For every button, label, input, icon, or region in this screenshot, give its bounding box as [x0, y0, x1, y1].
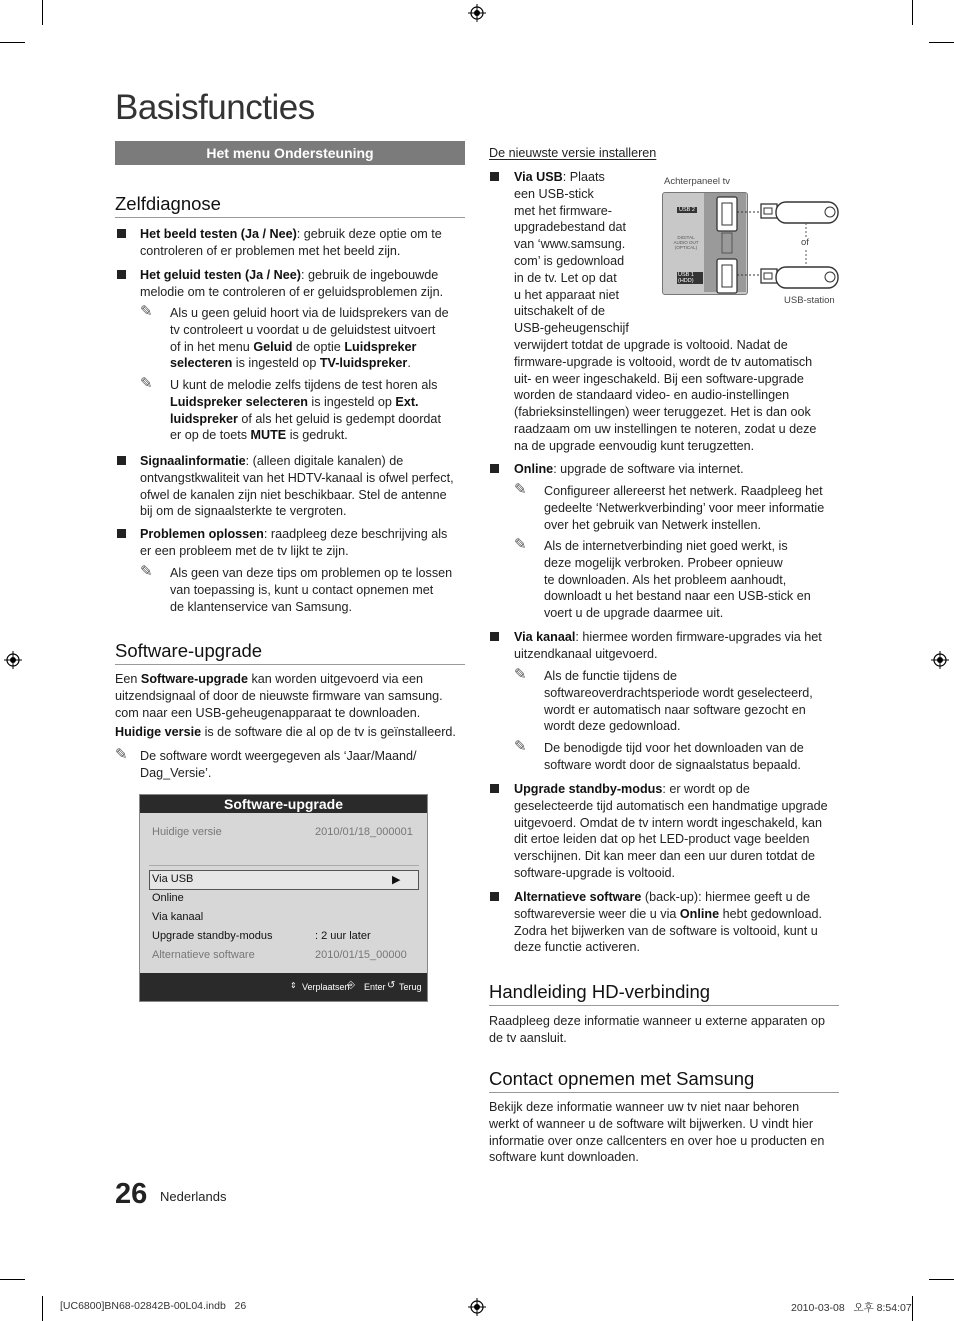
note: De benodigde tijd voor het downloaden van de software wordt door de signaalstatus bepaald. — [544, 741, 804, 772]
diagram-station-label: USB-station — [784, 295, 835, 306]
registration-mark-icon — [468, 1298, 486, 1316]
crop-mark — [0, 42, 25, 43]
note: Als de internetverbinding niet goed werkt, is deze mogelijk verbroken. Probeer opnieuw te downloaden. Als het probleem aanhoudt, downloadt u het bestand naar een USB-stick en voert u de upgrade daarmee uit. — [544, 539, 811, 621]
usb-connection-icon — [660, 175, 845, 310]
list-item: Via kanaal: hiermee worden firmware-upgrades via het uitzendkanaal uitgevoerd. — [514, 630, 822, 661]
software-upgrade-menu — [139, 794, 428, 1002]
list-item: Upgrade standby-modus: er wordt op de geselecteerde tijd automatisch een handmatige upgrade uitgevoerd. Omdat de tv intern wordt ingeschakeld, kan dit ertoe leiden dat op het LED-product vage beelden verschijnen. Dit kan meer dan een uur duren totdat de software-upgrade is voltooid. — [514, 782, 828, 880]
list-item-continued: verwijdert totdat de upgrade is voltooid. Nadat de firmware-upgrade is voltooid, wordt de tv automatisch uit- en weer ingeschakeld. Bij een software-upgrade worden de standaard video- en audio-instellingen (fabrieksinstellingen) weer teruggezet. Het is dan ook raadzaam om uw instellingen te noteren, zodat u deze na de upgrade eenvoudig kunt terugzetten. — [514, 338, 817, 453]
paragraph: Raadpleeg deze informatie wanneer u externe apparaten op de tv aansluit. — [489, 1014, 826, 1045]
note-pencil-icon: ✎ — [140, 303, 153, 320]
diagram-or-label: of — [801, 237, 809, 248]
print-date: 2010-03-08 오후 8:54:07 — [791, 1302, 912, 1314]
menu-footer — [140, 973, 427, 1001]
crop-mark — [929, 42, 954, 43]
print-file-info: [UC6800]BN68-02842B-00L04.indb 26 — [60, 1300, 247, 1312]
bullet-icon — [117, 229, 126, 238]
diagram-panel-label: Achterpaneel tv — [664, 176, 731, 187]
heading-contact-samsung: Contact opnemen met Samsung — [489, 1068, 839, 1093]
bullet-icon — [490, 464, 499, 473]
list-item: Het beeld testen (Ja / Nee): gebruik deze optie om te controleren of er problemen met het beeld zijn. — [140, 227, 442, 258]
bullet-icon — [490, 172, 499, 181]
menu-item-online[interactable]: Online — [152, 892, 184, 904]
menu-item-via-kanaal[interactable]: Via kanaal — [152, 911, 204, 923]
heading-hd-verbinding: Handleiding HD-verbinding — [489, 981, 839, 1006]
note: Als u geen geluid hoort via de luidsprekers van de tv controleert u voordat u de geluidstest uitvoert of in het menu Geluid de optie Luidspreker selecteren is ingesteld op TV-luidspreker. — [170, 306, 449, 371]
note-pencil-icon: ✎ — [514, 738, 527, 755]
menu-item-value: : 2 uur later — [315, 930, 371, 942]
registration-mark-icon — [4, 651, 22, 669]
list-item: Het geluid testen (Ja / Nee): gebruik de ingebouwde melodie om te controleren of er geluidsproblemen zijn. — [140, 268, 444, 299]
list-item: Signaalinformatie: (alleen digitale kanalen) de ontvangstkwaliteit van het HDTV-kanaal is ofwel perfect, ofwel de kanalen zijn niet beschikbaar. Stel de antenne bij om de signaalsterkte te vergroten. — [140, 454, 454, 519]
paragraph: Een Software-upgrade kan worden uitgevoerd via een uitzendsignaal of door de nieuwste firmware van samsung. com naar een USB-geheugenapparaat te downloaden. — [115, 672, 443, 720]
menu-arrow-icon: ▶ — [392, 874, 401, 886]
bullet-icon — [490, 632, 499, 641]
menu-divider — [149, 865, 419, 866]
menu-item-standby[interactable]: Upgrade standby-modus — [152, 930, 273, 942]
note-pencil-icon: ✎ — [514, 536, 527, 553]
note: U kunt de melodie zelfs tijdens de test horen als Luidspreker selecteren is ingesteld op Ext. luidspreker of als het geluid is gedempt doordat er op de toets MUTE is gedrukt. — [170, 378, 441, 443]
enter-icon: ⎆ — [347, 980, 355, 991]
page-title: Basisfuncties — [115, 88, 315, 127]
bullet-icon — [490, 892, 499, 901]
return-icon: ↺ — [387, 980, 396, 991]
page-number: 26 — [115, 1178, 148, 1210]
bullet-icon — [490, 784, 499, 793]
usb-diagram — [660, 175, 845, 310]
port-label: USB 1 (HDD) — [677, 272, 703, 284]
paragraph: Bekijk deze informatie wanneer uw tv niet naar behoren werkt of wanneer u de software wilt bijwerken. U vindt hier informatie over onze callcenters en over hoe u producten en software kunt downloaden. — [489, 1100, 825, 1165]
bullet-icon — [117, 270, 126, 279]
menu-footer-enter: Enter — [364, 982, 386, 992]
menu-item-alt-software[interactable]: Alternatieve software — [152, 949, 255, 961]
heading-zelfdiagnose: Zelfdiagnose — [115, 193, 465, 218]
menu-footer-move: Verplaatsen — [302, 982, 350, 992]
heading-software-upgrade: Software-upgrade — [115, 640, 465, 665]
note-pencil-icon: ✎ — [140, 375, 153, 392]
note: Configureer allereerst het netwerk. Raadpleeg het gedeelte ‘Netwerkverbinding’ voor meer informatie over het gebruik van Netwerk instellen. — [544, 484, 825, 532]
note-pencil-icon: ✎ — [140, 563, 153, 580]
menu-item-value: 2010/01/15_00000 — [315, 949, 407, 961]
registration-mark-icon — [931, 651, 949, 669]
bullet-icon — [117, 529, 126, 538]
menu-item-label[interactable]: Via USB — [152, 873, 194, 885]
language-label: Nederlands — [160, 1189, 227, 1204]
install-heading: De nieuwste versie installeren — [489, 146, 657, 160]
list-item: Alternatieve software (back-up): hiermee geeft u de softwareversie weer die u via Online hebt gedownload. Zodra het bijwerken van de software is voltooid, kunt u deze functie activeren. — [514, 890, 823, 955]
note: Als de functie tijdens de softwareoverdrachtsperiode wordt geselecteerd, wordt er automatisch naar software gezocht en wordt deze gedownload. — [544, 669, 813, 734]
crop-mark — [929, 1279, 954, 1280]
note-pencil-icon: ✎ — [115, 746, 128, 763]
menu-title: Software-upgrade — [140, 795, 427, 813]
crop-mark — [42, 1296, 43, 1321]
registration-mark-icon — [468, 4, 486, 22]
menu-current-value: 2010/01/18_000001 — [315, 826, 413, 838]
bullet-icon — [117, 456, 126, 465]
crop-mark — [912, 0, 913, 25]
crop-mark — [0, 1279, 25, 1280]
port-label: USB 2 — [679, 207, 695, 213]
crop-mark — [912, 1296, 913, 1321]
note: Als geen van deze tips om problemen op te lossen van toepassing is, kunt u contact opnemen met de klantenservice van Samsung. — [170, 566, 453, 614]
note-pencil-icon: ✎ — [514, 481, 527, 498]
paragraph: Huidige versie is de software die al op de tv is geïnstalleerd. — [115, 725, 456, 739]
updown-icon: ⇕ — [290, 981, 297, 990]
list-item: Via USB: Plaats een USB-stick met het firmware- upgradebestand dat van ‘www.samsung. com’ is gedownload in de tv. Let op dat u het apparaat niet uitschakelt of de USB-geheugenschijf — [514, 170, 629, 336]
port-label: DIGITAL AUDIO OUT (OPTICAL) — [673, 235, 699, 250]
menu-current-label: Huidige versie — [152, 826, 222, 838]
note-pencil-icon: ✎ — [514, 666, 527, 683]
list-item: Online: upgrade de software via internet. — [514, 462, 744, 476]
list-item: Problemen oplossen: raadpleeg deze beschrijving als er een probleem met de tv lijkt te zijn. — [140, 527, 448, 558]
note: De software wordt weergegeven als ‘Jaar/Maand/ Dag_Versie’. — [140, 749, 417, 780]
menu-footer-back: Terug — [399, 982, 422, 992]
section-bar: Het menu Ondersteuning — [115, 141, 465, 165]
crop-mark — [42, 0, 43, 25]
